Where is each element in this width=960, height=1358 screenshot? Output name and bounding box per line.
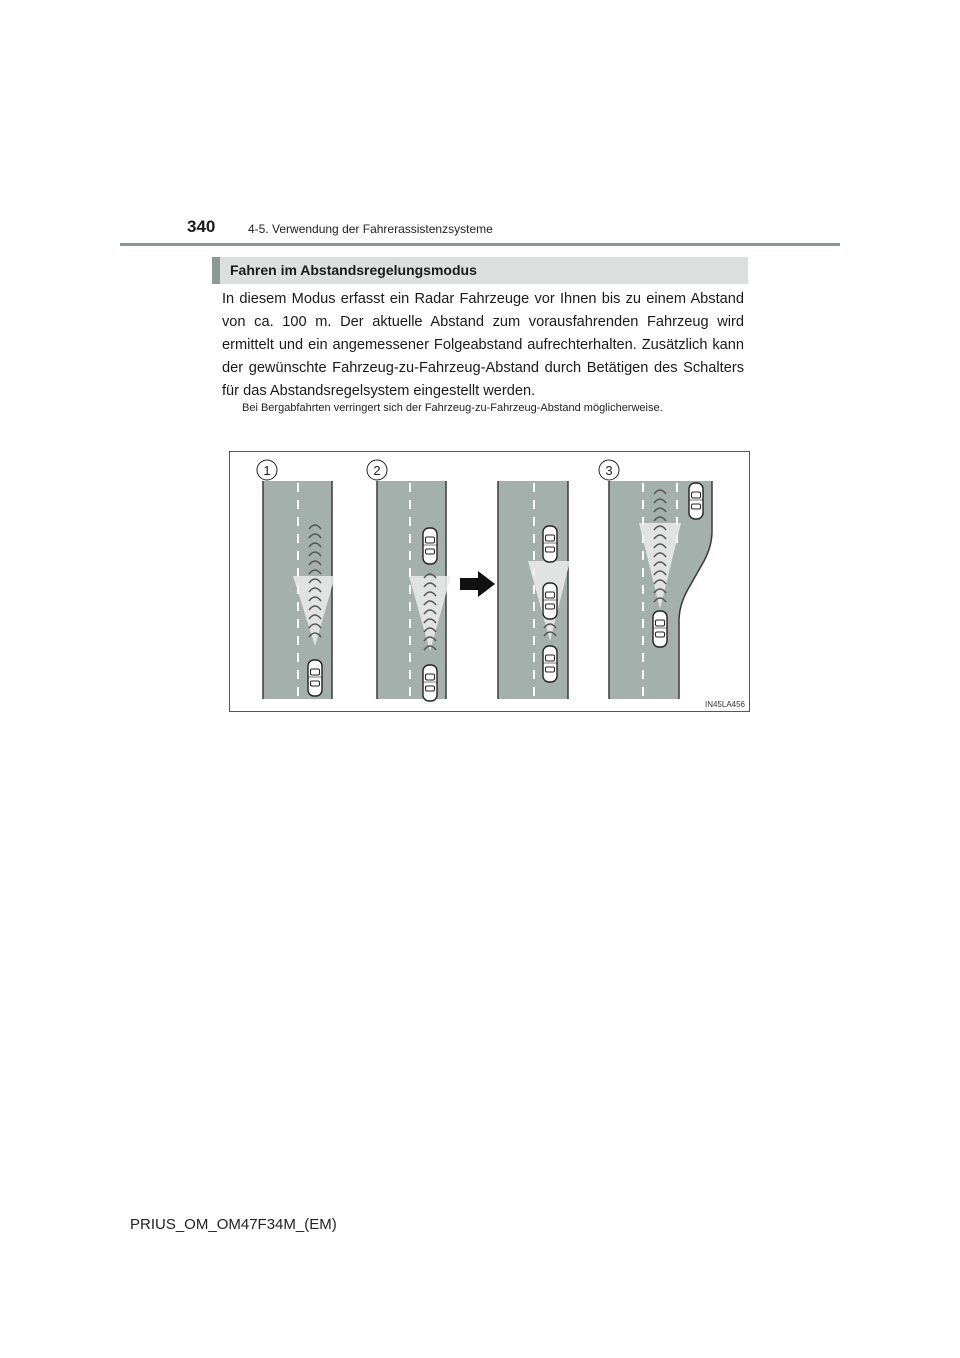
- step-label-2-text: 2: [373, 463, 381, 478]
- lead-car-2: [423, 528, 437, 564]
- own-car-3: [653, 611, 667, 647]
- body-paragraph: In diesem Modus erfasst ein Radar Fahrzeuge vor Ihnen bis zu einem Abstand von ca. 100 m. Der aktuelle Abstand zum vorausfahrenden Fahrzeug wird ermittelt und ein angemessener Folgeabstand aufrechterhalten. Zusätzlich kann der gewünschte Fahrzeug-zu-Fahrzeug-Abstand durch Betätigen des Schalters für das Abstandsregelsystem eingestellt werden.: [222, 291, 744, 399]
- illustration-svg: [229, 451, 750, 712]
- lead-car-2b: [543, 526, 557, 562]
- road-panel-2b: [498, 481, 570, 699]
- section-header: 4-5. Verwendung der Fahrerassistenzsysteme: [248, 222, 493, 236]
- subsection-bar: [212, 257, 748, 284]
- note-paragraph: Bei Bergabfahrten verringert sich der Fahrzeug-zu-Fahrzeug-Abstand möglicherweise.: [242, 402, 663, 414]
- road-panel-2: [377, 481, 451, 701]
- road-panel-1: [263, 481, 335, 699]
- step-label-2: [367, 460, 387, 480]
- step-label-1: [257, 460, 277, 480]
- step-label-1-text: 1: [263, 463, 271, 478]
- own-car-2b: [543, 583, 557, 619]
- subsection-title: Fahren im Abstandsregelungsmodus: [230, 262, 477, 278]
- footer-doc-id: PRIUS_OM_OM47F34M_(EM): [130, 1216, 337, 1233]
- step-label-3-text: 3: [605, 463, 613, 478]
- figure-code: IN45LA456: [704, 700, 745, 709]
- header-divider: [120, 243, 840, 246]
- own-car-2: [423, 665, 437, 701]
- own-car-1: [308, 660, 322, 696]
- illustration: [229, 451, 750, 712]
- subsection-accent: [212, 257, 220, 284]
- following-car-2b: [543, 646, 557, 682]
- step-label-3: [599, 460, 619, 480]
- page-number: 340: [187, 217, 216, 236]
- merging-car-3: [689, 483, 703, 519]
